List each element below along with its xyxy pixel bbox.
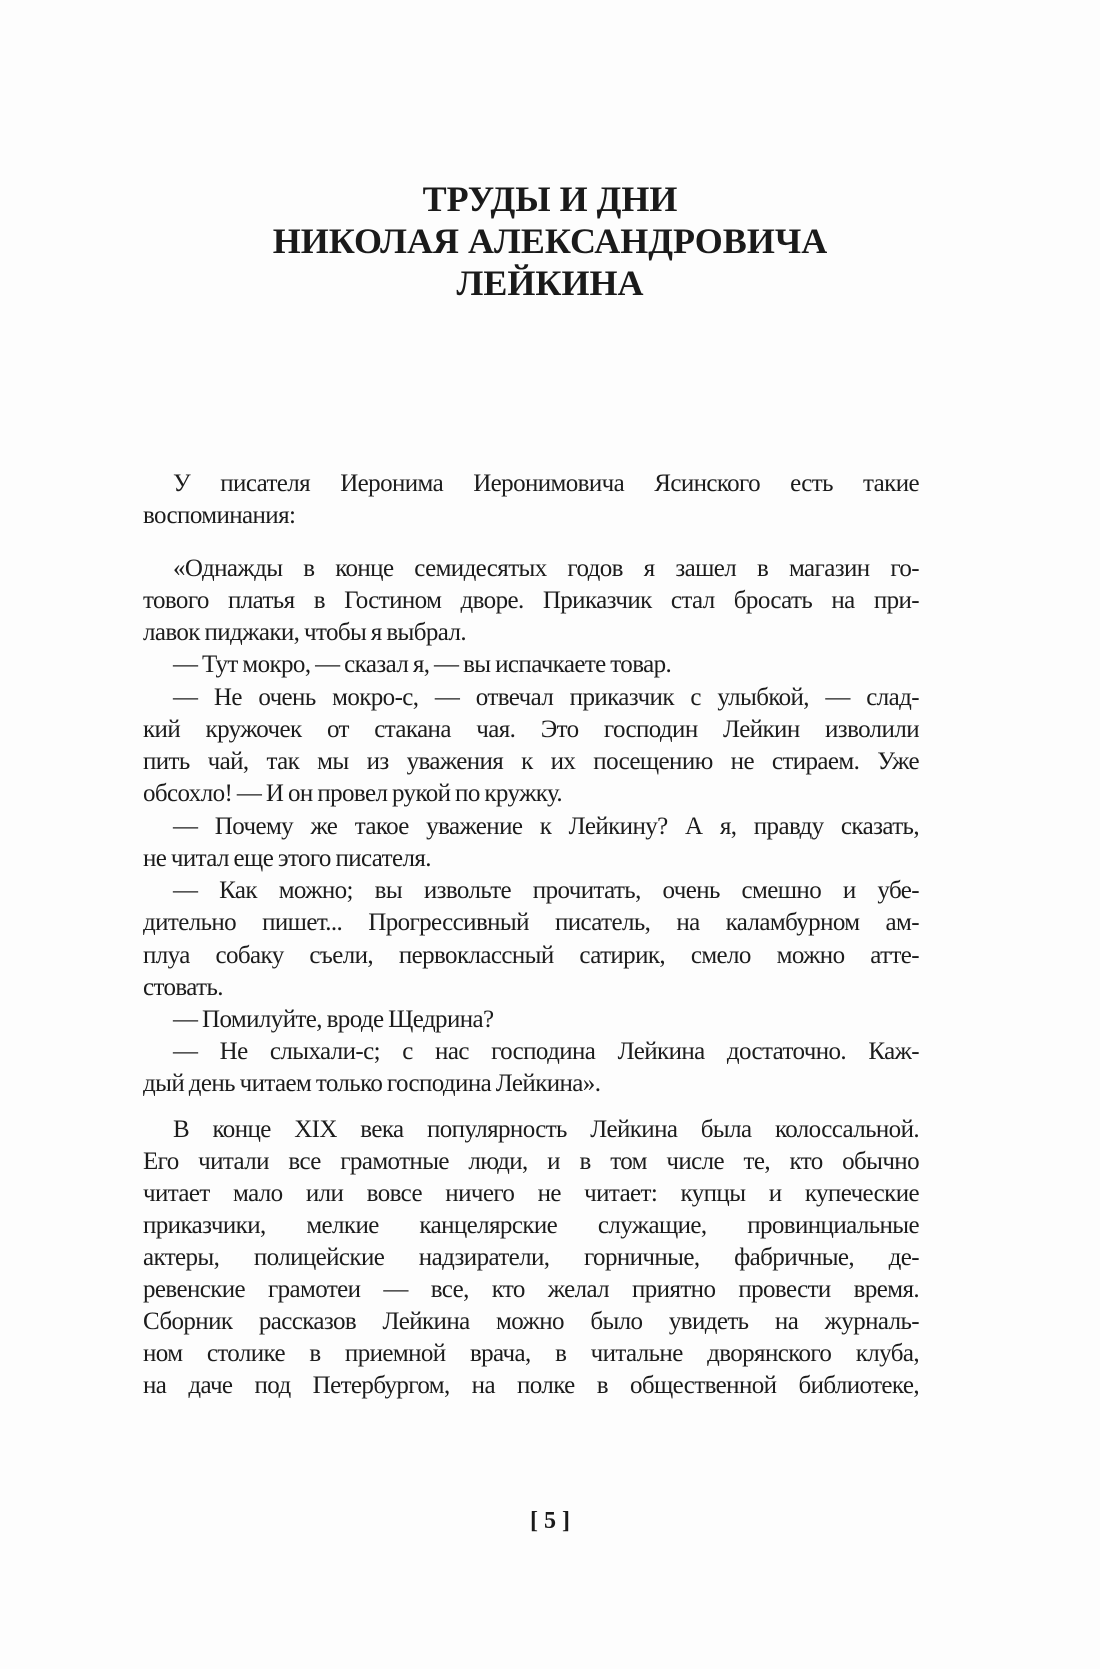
text-line: В конце XIX века популярность Лейкина была колоссальной. [173, 1116, 919, 1143]
text-line: читает мало или вовсе ничего не читает: купцы и купеческие [143, 1180, 919, 1207]
text-line: — Не очень мокро-с, — отвечал приказчик с улыбкой, — слад- [173, 684, 919, 711]
text-line: — Как можно; вы извольте прочитать, очень смешно и убе- [173, 877, 919, 904]
chapter-title-line: НИКОЛАЯ АЛЕКСАНДРОВИЧА [272, 221, 828, 261]
text-line: плуа собаку съели, первоклассный сатирик, смело можно атте- [143, 942, 919, 969]
text-line: на даче под Петербургом, на полке в общественной библиотеке, [143, 1372, 919, 1399]
text-line: «Однажды в конце семидесятых годов я зашел в магазин го- [173, 555, 919, 582]
text-line: не читал еще этого писателя. [143, 845, 431, 872]
text-line: тового платья в Гостином дворе. Приказчик стал бросать на при- [143, 587, 919, 614]
text-line: — Не слыхали-с; с нас господина Лейкина достаточно. Каж- [173, 1038, 919, 1065]
text-line: лавок пиджаки, чтобы я выбрал. [143, 619, 467, 646]
chapter-title [0, 178, 1100, 304]
text-line: дительно пишет... Прогрессивный писатель, на каламбурном ам- [143, 909, 919, 936]
text-line: Сборник рассказов Лейкина можно было увидеть на журналь- [143, 1308, 919, 1335]
text-line: — Почему же такое уважение к Лейкину? А я, правду сказать, [173, 813, 919, 840]
text-line: Его читали все грамотные люди, и в том числе те, кто обычно [143, 1148, 919, 1175]
text-line: актеры, полицейские надзиратели, горничные, фабричные, де- [143, 1244, 919, 1271]
chapter-title-line: ТРУДЫ И ДНИ [422, 179, 678, 219]
text-line: У писателя Иеронима Иеронимовича Ясинского есть такие [173, 470, 919, 497]
text-line: приказчики, мелкие канцелярские служащие, провинциальные [143, 1212, 919, 1239]
text-line: пить чай, так мы из уважения к их посещению не стираем. Уже [143, 748, 919, 775]
page-number: [ 5 ] [530, 1508, 570, 1534]
text-line: стовать. [143, 974, 223, 1001]
text-line: — Помилуйте, вроде Щедрина? [173, 1006, 494, 1033]
chapter-title-line: ЛЕЙКИНА [456, 263, 644, 303]
text-line: ревенские грамотеи — все, кто желал приятно провести время. [143, 1276, 919, 1303]
text-line: обсохло! — И он провел рукой по кружку. [143, 780, 562, 807]
text-line: ном столике в приемной врача, в читальне дворянского клуба, [143, 1340, 919, 1367]
text-line: — Тут мокро, — сказал я, — вы испачкаете товар. [173, 651, 672, 678]
text-line: воспоминания: [143, 502, 296, 529]
text-line: дый день читаем только господина Лейкина». [143, 1070, 601, 1097]
text-line: кий кружочек от стакана чая. Это господин Лейкин изволили [143, 716, 919, 743]
